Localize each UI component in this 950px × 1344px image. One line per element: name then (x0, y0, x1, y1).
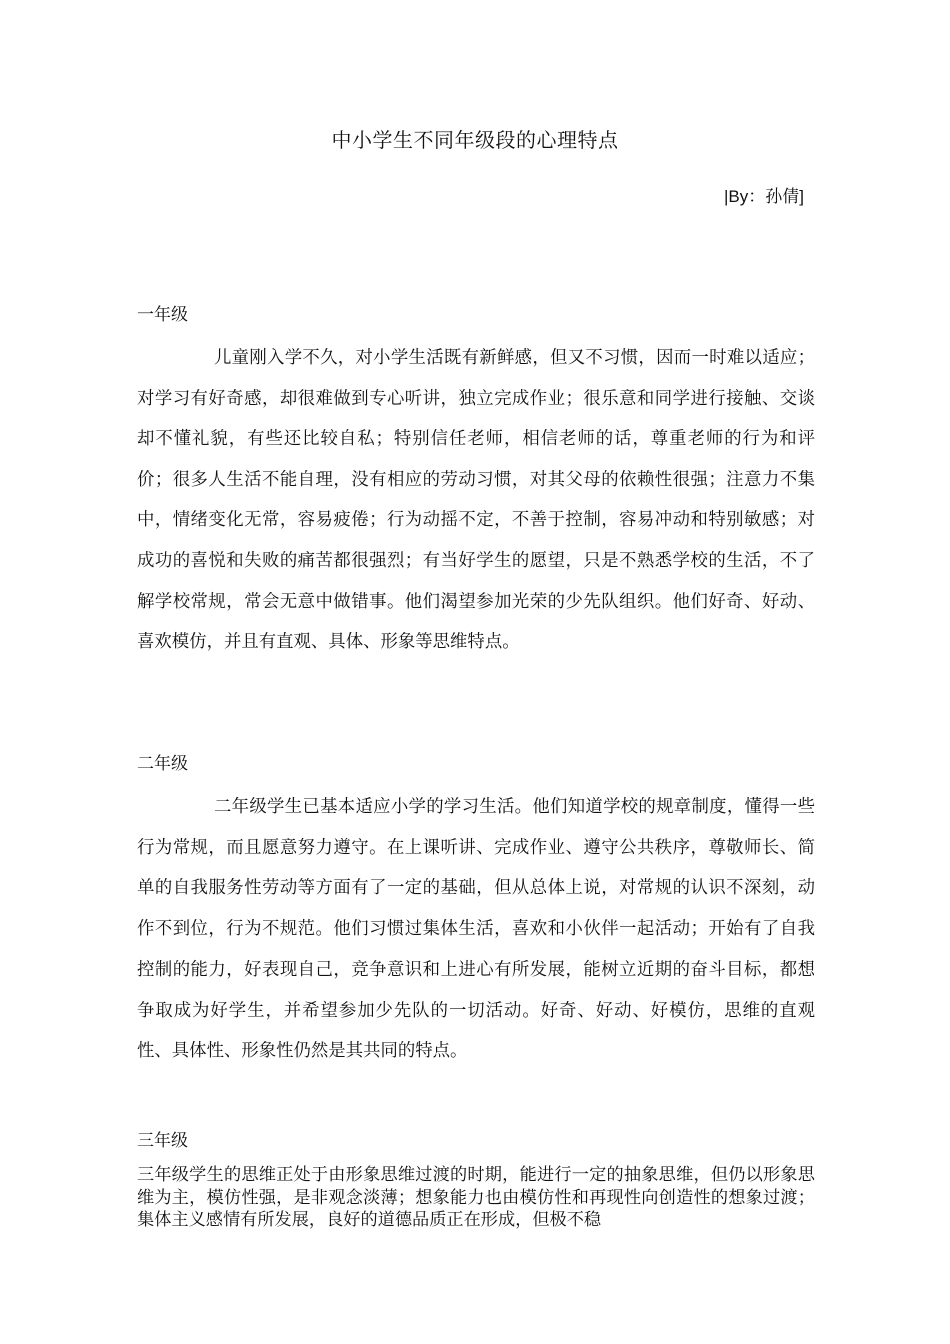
document-title: 中小学生不同年级段的心理特点 (331, 128, 619, 152)
section-heading-grade-3: 三年级 (137, 1131, 188, 1151)
section-heading-grade-2: 二年级 (137, 754, 188, 774)
section-heading-grade-1: 一年级 (137, 305, 188, 325)
author-byline: |By：孙倩] (724, 187, 804, 206)
section-paragraph-grade-2: 二年级学生已基本适应小学的学习生活。他们知道学校的规章制度，懂得一些行为常规，而且愿意努力遵守。在上课听讲、完成作业、遵守公共秩序，尊敬师长、简单的自我服务性劳动等方面有了一定的基础，但从总体上说，对常规的认识不深刻，动作不到位，行为不规范。他们习惯过集体生活，喜欢和小伙伴一起活动；开始有了自我控制的能力，好表现自己，竞争意识和上进心有所发展，能树立近期的奋斗目标，都想争取成为好学生，并希望参加少先队的一切活动。好奇、好动、好模仿，思维的直观性、具体性、形象性仍然是其共同的特点。 (137, 797, 815, 1062)
section-paragraph-grade-3: 三年级学生的思维正处于由形象思维过渡的时期，能进行一定的抽象思维，但仍以形象思维为主，模仿性强，是非观念淡薄；想象能力也由模仿性和再现性向创造性的想象过渡；集体主义感情有所发展，良好的道德品质正在形成，但极不稳 (137, 1165, 815, 1230)
section-paragraph-grade-1: 儿童刚入学不久，对小学生活既有新鲜感，但又不习惯，因而一时难以适应；对学习有好奇感，却很难做到专心听讲，独立完成作业；很乐意和同学进行接触、交谈却不懂礼貌，有些还比较自私；特别信任老师，相信老师的话，尊重老师的行为和评价；很多人生活不能自理，没有相应的劳动习惯，对其父母的依赖性很强；注意力不集中，情绪变化无常，容易疲倦；行为动摇不定，不善于控制，容易冲动和特别敏感；对成功的喜悦和失败的痛苦都很强烈；有当好学生的愿望，只是不熟悉学校的生活，不了解学校常规，常会无意中做错事。他们渴望参加光荣的少先队组织。他们好奇、好动、喜欢模仿，并且有直观、具体、形象等思维特点。 (137, 348, 815, 653)
